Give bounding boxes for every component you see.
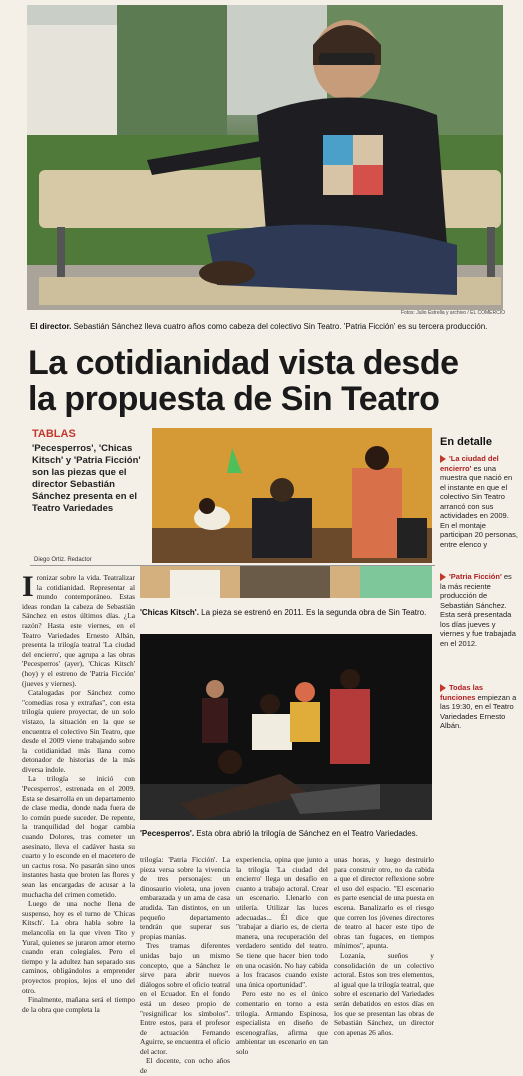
drop-cap: I (22, 570, 34, 603)
sidebar-item-2-text: es la más reciente producción de Sebastián Sánchez. Esta será presentada los días jueves y viernes y fue trabajada en el 2012. (440, 572, 516, 648)
article-column-4 (334, 855, 434, 1037)
col1-paragraph: Catalogadas por Sánchez como "comedias rosa y extrañas", con esta trilogía quiere proyectar, de un solo vistazo, la situación en la que se encuentra el colectivo Sin Teatro, que desde el 2009 viene trabajando sobre la cotidianidad más llana como detonador de historias de la más diversa índole. (22, 688, 135, 774)
sidebar-item-1-highlight: 'La ciudad del encierro' (440, 454, 499, 473)
peces-caption-text: Esta obra abrió la trilogía de Sánchez en el Teatro Variedades. (194, 829, 418, 838)
col2-paragraph: trilogía: 'Patria Ficción'. La pieza versa sobre la vivencia de tres personajes: un dinosaurio violeta, una joven embarazada y un ama de casa atudida. Tan distintos, en un pequeño departamento tendrán que superar sus propias manías. (140, 855, 230, 941)
bullet-icon (440, 455, 446, 463)
peces-caption-bold: 'Pecesperros'. (140, 829, 195, 838)
chicas-caption-bold: 'Chicas Kitsch'. (140, 608, 199, 617)
top-caption-text: Sebastián Sánchez lleva cuatro años como cabeza del colectivo Sin Teatro. 'Patria Ficción' es su tercera producción. (71, 322, 488, 331)
col2-paragraph: El docente, con ocho años de (140, 1056, 230, 1076)
pecesperros-caption (140, 829, 432, 839)
col2-paragraph: Tres tramas diferentes unidas bajo un mismo concepto, que a Sánchez le sirve para abrir nuevos diálogos sobre el oficio teatral en el Ecuador. En el fondo está un deseo propio de "resignificar los símbolos". Entre estos, para el profesor de actuación Fernando Aguirre, se encuentra el oficio del actor. (140, 941, 230, 1056)
lead-text: 'Pecesperros', 'Chicas Kitsch' y 'Patria Ficción' son las piezas que el director Sebastián Sánchez presenta en el Teatro Variedades (32, 443, 141, 514)
col1-paragraph: Finalmente, mañana será el tiempo de la obra que completa la (22, 995, 135, 1014)
stage-photo-1 (152, 428, 432, 563)
bullet-icon (440, 573, 446, 581)
sidebar-item-1 (440, 454, 518, 549)
col4-paragraph: unas horas, y luego destruirlo para construir otro, no da cabida a que el director reflexione sobre el uso del espacio. "El escenario es parte esencial de una puesta en escena. Banalizarlo es el riesgo que corren los jóvenes directores de teatro al hacer este tipo de obras tan fugaces, en tiempos mínimos", apunta. (334, 855, 434, 951)
headline-line-2: la propuesta de Sin Teatro (28, 380, 440, 418)
chicas-kitsch-caption (140, 608, 432, 618)
pecesperros-photo-art (140, 634, 432, 820)
sidebar-item-1-text: es una muestra que nació en el instante en que el colectivo Sin Teatro arrancó con sus actividades en 2009. En el montaje participan 20 personas, entre elenco y (440, 463, 518, 549)
sidebar-item-2-highlight: 'Patria Ficción' (449, 572, 502, 581)
headline (28, 345, 508, 417)
col1-paragraph: ronizar sobre la vida. Teatralizar la cotidianidad. Representar al mundo contemporáneo. Estas ideas rondan la cabeza de Sebastián Sánchez en estos últimos días. ¿La razón? Hasta este viernes, en el Teatro Variedades Ernesto Albán, presenta la trilogía teatral 'La ciudad del encierro', que agrupa a las obras 'Pecesperros' (ayer), 'Chicas Kitsch' (hoy) y el estreno de 'Patria Ficción' (jueves y viernes). (22, 573, 135, 688)
section-tag: TABLAS (32, 428, 76, 440)
pecesperros-photo (140, 634, 432, 820)
chicas-kitsch-photo-art (140, 566, 432, 598)
director-photo (27, 5, 503, 310)
sidebar-item-3-highlight: Todas las funciones (440, 683, 484, 702)
stage-photo-1-art (152, 428, 432, 563)
article-column-3 (236, 855, 328, 1056)
col4-paragraph: Lozanía, sueños y consolidación de un colectivo actoral. Estos son tres elementos, al igual que la trilogía teatral, que sobre el escenario del Variedades serán debatidos en estos días en los que se presentan las obras de Sebastián Sánchez, un director con apenas 26 años. (334, 950, 434, 1037)
article-column-2 (140, 855, 230, 1076)
col1-paragraph: La trilogía se inició con 'Pecesperros', estrenada en el 2009. Esta se desarrolla en un departamento de clase media, donde nada fuera de lo común puede suceder. De repente, la tranquilidad del hogar cambia cuando Dolores, tras cometer un asesinato, lleva el cadáver hasta su cuarto y lo esconde en el macetero de un cactus rosa. No pasarán sino unos instantes hasta que broten las flores y sean las encargadas de acusar a la muchacha del crimen cometido. (22, 774, 135, 899)
byline: Diego Ortiz. Redactor (34, 557, 92, 563)
col3-paragraph: Pero este no es el único comentario en torno a esta trilogía. Armando Espinosa, especialista en diseño de escenografías, afirma que ambientar un escenario en tan solo (236, 989, 328, 1056)
bullet-icon (440, 684, 446, 692)
sidebar-item-3-text: empiezan a las 19:30, en el Teatro Variedades Ernesto Albán. (440, 692, 517, 730)
chicas-caption-text: La pieza se estrenó en 2011. Es la segunda obra de Sin Teatro. (198, 608, 427, 617)
director-photo-art (27, 5, 503, 310)
photo-credit: Fotos: Julio Estrella y archivo / EL COMERCIO (400, 310, 505, 316)
sidebar-item-3 (440, 683, 518, 731)
chicas-kitsch-photo (140, 566, 432, 598)
col3-paragraph: experiencia, opina que junto a la trilogía 'La ciudad del encierro' llega un desafío en cuanto a trabajo actoral. Crear un escenario. Llenarlo con utilería. Utilizar las luces adecuadas... Él dice que "trabajar a diario es, de cierta manera, una recuperación del verdadero sentido del teatro. Se tiene que hacer bien todo en una ocasión. No hay cabida a los fracasos cuando existe una única oportunidad". (236, 855, 328, 989)
top-caption-bold: El director. (30, 322, 72, 331)
sidebar-title: En detalle (440, 436, 492, 448)
sidebar-item-2 (440, 572, 518, 648)
top-photo-caption (30, 322, 510, 332)
article-column-1 (22, 570, 135, 1025)
headline-line-1: La cotidianidad vista desde (28, 344, 459, 382)
col1-paragraph: Luego de una noche llena de suspenso, hoy es el turno de 'Chicas Kitsch'. La obra habla sobre la melancolía en la que viven Tito y Yural, quienes se juraron amor eterno cuando eran colegiales. Pero el tiempo y la adultez han separado sus caminos, obligándolos a emprender proyectos propios, lejos el uno del otro. (22, 899, 135, 995)
